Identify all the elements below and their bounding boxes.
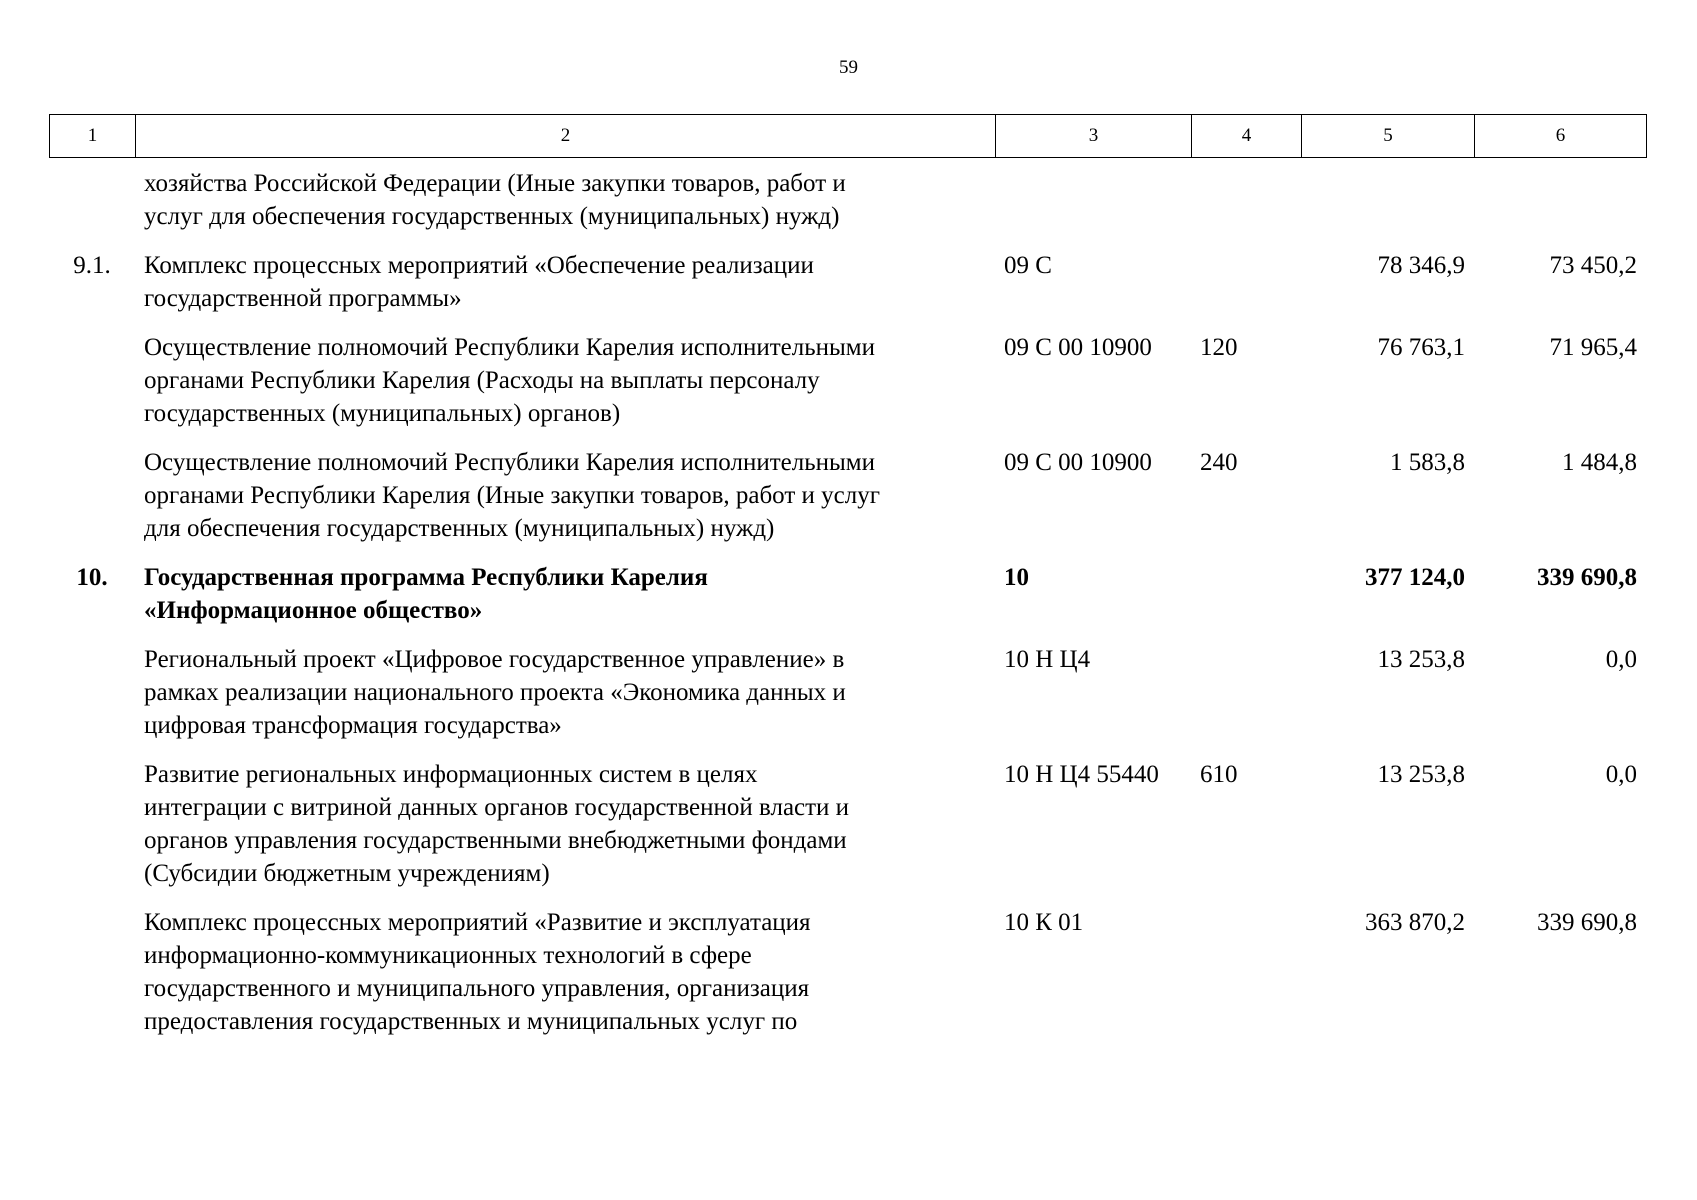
row-code: 09 С 00 10900 <box>1004 449 1152 476</box>
row-amount-col5 <box>1301 167 1474 249</box>
row-expense-type <box>1191 167 1301 249</box>
row-name <box>135 249 995 331</box>
table-row <box>49 643 1646 758</box>
row-code: 09 С <box>1004 252 1052 279</box>
table-row <box>49 446 1646 561</box>
row-name <box>135 561 995 643</box>
row-name-line: Осуществление полномочий Республики Карелия исполнительными <box>144 334 875 361</box>
row-name-line: услуг для обеспечения государственных (муниципальных) нужд) <box>144 203 840 230</box>
row-name <box>135 446 995 561</box>
row-name-line: государственной программы» <box>144 285 462 312</box>
row-expense-type: 120 <box>1200 334 1238 361</box>
row-amount-col6: 0,0 <box>1605 646 1637 673</box>
row-name-line: для обеспечения государственных (муниципальных) нужд) <box>144 515 775 542</box>
row-name-line: органами Республики Карелия (Иные закупки товаров, работ и услуг <box>144 482 880 509</box>
table-row <box>49 249 1646 331</box>
row-name-line: информационно-коммуникационных технологий в сфере <box>144 942 752 969</box>
row-number <box>49 167 135 249</box>
row-name-line: Комплекс процессных мероприятий «Развитие и эксплуатация <box>144 909 811 936</box>
row-name-line: государственных (муниципальных) органов) <box>144 400 621 427</box>
row-code <box>995 167 1191 249</box>
table-row <box>49 167 1646 249</box>
row-number <box>49 643 135 758</box>
budget-table <box>49 167 1646 1054</box>
column-header-4: 4 <box>1192 115 1302 158</box>
row-expense-type: 240 <box>1200 449 1238 476</box>
row-expense-type <box>1191 906 1301 1054</box>
row-name-line: Региональный проект «Цифровое государственное управление» в <box>144 646 845 673</box>
table-row <box>49 561 1646 643</box>
row-number <box>49 446 135 561</box>
column-header-3: 3 <box>996 115 1192 158</box>
row-expense-type: 610 <box>1200 761 1238 788</box>
row-amount-col6: 0,0 <box>1605 761 1637 788</box>
row-expense-type <box>1191 643 1301 758</box>
row-amount-col5: 363 870,2 <box>1365 909 1465 936</box>
row-expense-type <box>1191 561 1301 643</box>
budget-table-body <box>49 167 1646 1054</box>
row-number: 9.1. <box>73 252 111 279</box>
row-code: 10 <box>1004 564 1029 591</box>
row-code: 10 К 01 <box>1004 909 1084 936</box>
row-name-line: «Информационное общество» <box>144 597 483 624</box>
row-name-line: предоставления государственных и муниципальных услуг по <box>144 1008 798 1035</box>
row-name-line: (Субсидии бюджетным учреждениям) <box>144 860 550 887</box>
row-name-line: интеграции с витриной данных органов государственной власти и <box>144 794 850 821</box>
table-row <box>49 906 1646 1054</box>
row-code: 10 Н Ц4 55440 <box>1004 761 1159 788</box>
column-header-2: 2 <box>136 115 996 158</box>
row-name <box>135 167 995 249</box>
row-expense-type <box>1191 249 1301 331</box>
column-header-table <box>49 114 1647 158</box>
table-row <box>49 758 1646 906</box>
row-amount-col5: 1 583,8 <box>1390 449 1465 476</box>
row-name-line: Комплекс процессных мероприятий «Обеспечение реализации <box>144 252 814 279</box>
row-amount-col5: 76 763,1 <box>1377 334 1465 361</box>
row-name-line: органов управления государственными внебюджетными фондами <box>144 827 847 854</box>
row-amount-col6: 71 965,4 <box>1549 334 1637 361</box>
row-number <box>49 906 135 1054</box>
row-name-line: Государственная программа Республики Карелия <box>144 564 708 591</box>
row-name <box>135 643 995 758</box>
row-amount-col6 <box>1474 167 1646 249</box>
row-amount-col5: 377 124,0 <box>1365 564 1465 591</box>
row-number <box>49 758 135 906</box>
row-name-line: Развитие региональных информационных систем в целях <box>144 761 758 788</box>
row-number: 10. <box>76 564 108 591</box>
row-amount-col6: 339 690,8 <box>1537 564 1637 591</box>
row-name <box>135 758 995 906</box>
row-name-line: хозяйства Российской Федерации (Иные закупки товаров, работ и <box>144 170 846 197</box>
row-name <box>135 331 995 446</box>
row-amount-col6: 339 690,8 <box>1537 909 1637 936</box>
row-code: 10 Н Ц4 <box>1004 646 1091 673</box>
row-name <box>135 906 995 1054</box>
column-header-row <box>50 115 1647 158</box>
row-amount-col5: 78 346,9 <box>1377 252 1465 279</box>
row-name-line: Осуществление полномочий Республики Карелия исполнительными <box>144 449 875 476</box>
row-amount-col5: 13 253,8 <box>1377 646 1465 673</box>
table-row <box>49 331 1646 446</box>
row-name-line: органами Республики Карелия (Расходы на выплаты персоналу <box>144 367 820 394</box>
row-amount-col5: 13 253,8 <box>1377 761 1465 788</box>
row-amount-col6: 1 484,8 <box>1562 449 1637 476</box>
column-header-1: 1 <box>50 115 136 158</box>
row-number <box>49 331 135 446</box>
column-header-5: 5 <box>1302 115 1475 158</box>
column-header-6: 6 <box>1475 115 1647 158</box>
row-name-line: рамках реализации национального проекта «Экономика данных и <box>144 679 846 706</box>
page-number: 59 <box>839 57 858 78</box>
row-code: 09 С 00 10900 <box>1004 334 1152 361</box>
row-name-line: государственного и муниципального управления, организация <box>144 975 810 1002</box>
row-name-line: цифровая трансформация государства» <box>144 712 562 739</box>
row-amount-col6: 73 450,2 <box>1549 252 1637 279</box>
